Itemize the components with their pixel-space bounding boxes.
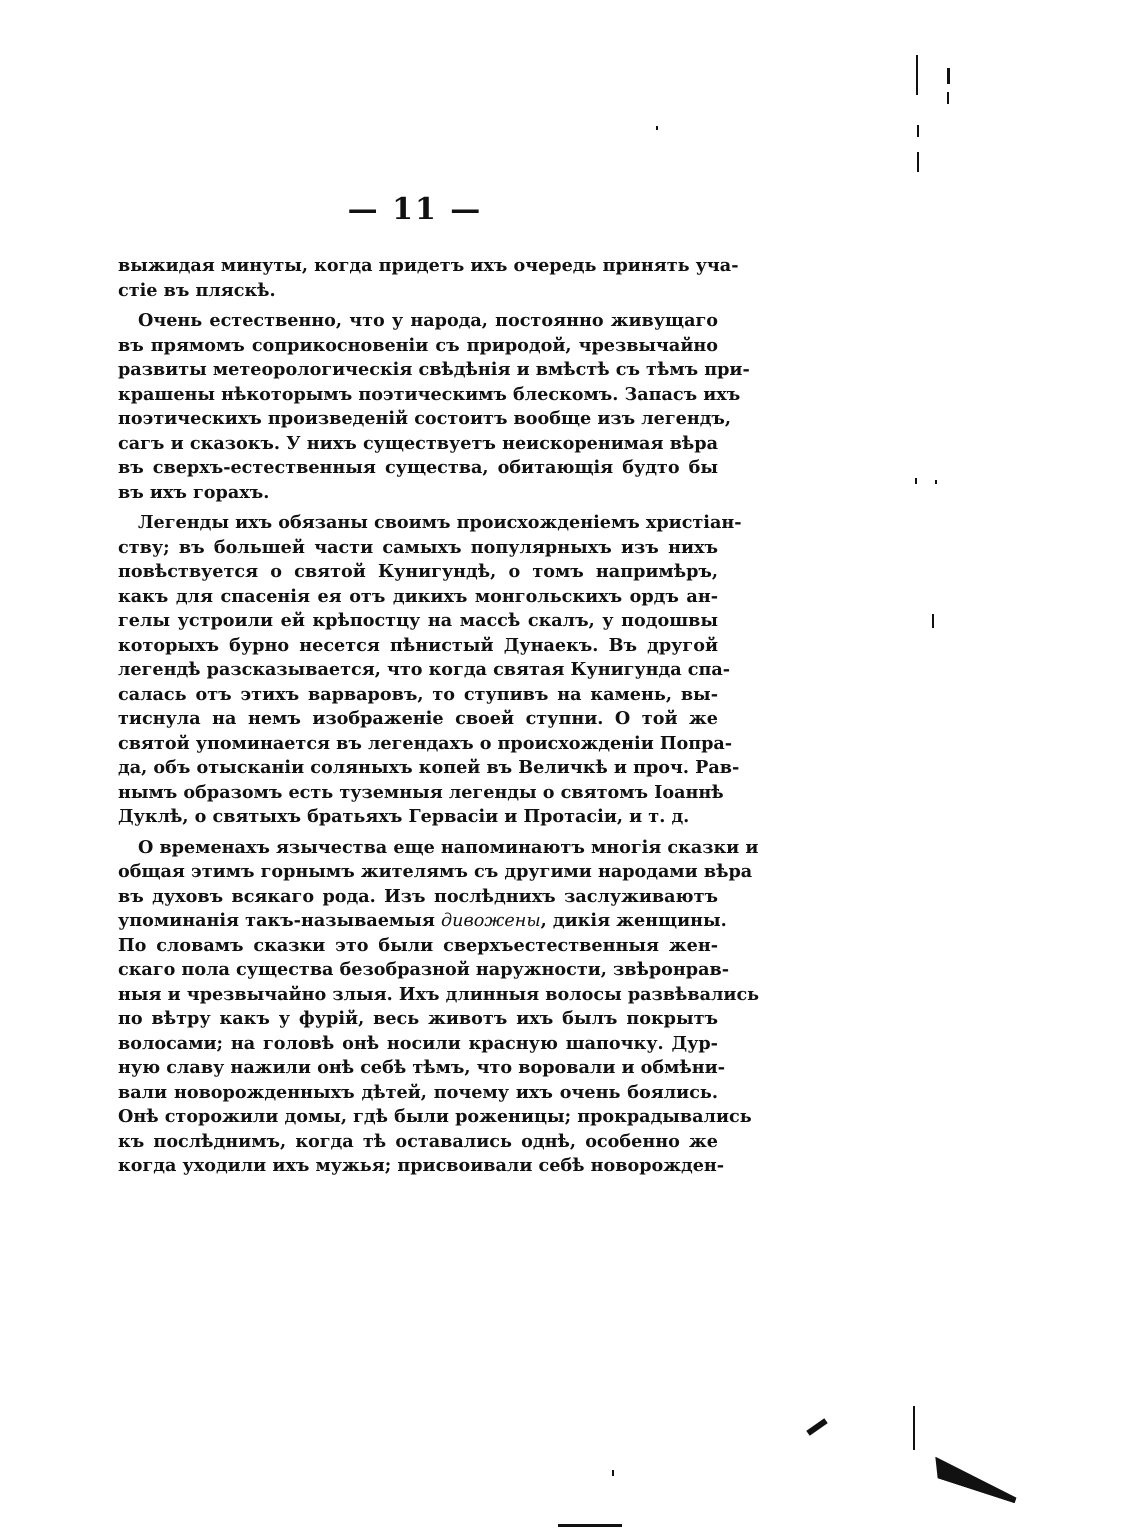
text-line: Дуклѣ, о святыхъ братьяхъ Гервасіи и Протасіи, и т. д.: [118, 806, 690, 827]
text-line: крашены нѣкоторымъ поэтическимъ блескомъ. Запасъ ихъ: [118, 383, 741, 405]
scan-artifact: [917, 152, 919, 172]
text-line: какъ для спасенія ея отъ дикихъ монгольскихъ ордъ ан-: [118, 585, 718, 607]
text-line: когда уходили ихъ мужья; присвоивали себѣ новорожден-: [118, 1155, 725, 1176]
text-line: развиты метеорологическія свѣдѣнія и вмѣстѣ съ тѣмъ при-: [118, 359, 750, 380]
scan-artifact: [932, 614, 934, 628]
text-line: Онѣ сторожили домы, гдѣ были роженицы; прокрадывались: [118, 1106, 752, 1127]
text-line: ныя и чрезвычайно злыя. Ихъ длинныя волосы развѣвались: [118, 983, 760, 1005]
text-line: салась отъ этихъ варваровъ, то ступивъ на камень, вы-: [118, 683, 718, 705]
text-line: въ ихъ горахъ.: [118, 481, 270, 503]
text-line: нымъ образомъ есть туземныя легенды о святомъ Іоаннѣ: [118, 781, 724, 803]
text-line: ную славу нажили онѣ себѣ тѣмъ, что воровали и обмѣни-: [118, 1057, 726, 1078]
text-line: скаго пола существа безобразной наружности, звѣронрав-: [118, 959, 730, 980]
text-line: святой упоминается въ легендахъ о происхожденіи Попра-: [118, 732, 733, 754]
scan-artifact: [916, 55, 918, 95]
body-text: [118, 254, 760, 1179]
text-fragment: , дикія женщины.: [540, 910, 727, 931]
text-line: къ послѣднимъ, когда тѣ оставались однѣ, особенно же: [118, 1130, 718, 1152]
text-line: гелы устроили ей крѣпостцу на массѣ скалъ, у подошвы: [118, 610, 718, 631]
text-line: поэтическихъ произведеній состоитъ вообще изъ легендъ,: [118, 408, 732, 429]
text-line: общая этимъ горнымъ жителямъ съ другими народами вѣра: [118, 861, 753, 882]
scan-artifact: [806, 1418, 827, 1436]
scan-artifact: [947, 68, 950, 84]
scan-artifact: [656, 126, 658, 130]
text-line: сагъ и сказокъ. У нихъ существуетъ неискоренимая вѣра: [118, 432, 718, 454]
scan-artifact: [929, 1457, 1021, 1504]
paragraph-first-line: Очень естественно, что у народа, постоянно живущаго: [138, 310, 718, 331]
scan-artifact: [917, 125, 919, 137]
text-line: которыхъ бурно несется пѣнистый Дунаекъ. Въ другой: [118, 634, 718, 656]
text-line: тиснула на немъ изображеніе своей ступни. О той же: [118, 708, 718, 729]
text-line-with-italic: [118, 909, 727, 934]
text-line: да, объ отысканіи соляныхъ копей въ Величкѣ и проч. Рав-: [118, 757, 740, 778]
paragraph-first-line: Легенды ихъ обязаны своимъ происхожденіемъ христіан-: [138, 512, 742, 533]
scan-artifact: [935, 480, 937, 484]
text-line: стіе въ пляскѣ.: [118, 279, 276, 301]
page-number: — 11 —: [347, 192, 483, 227]
scan-artifact: [913, 1406, 915, 1450]
text-fragment: упоминанія такъ-называемыя: [118, 910, 435, 931]
scan-artifact: [947, 92, 949, 104]
text-line: въ сверхъ-естественныя существа, обитающія будто бы: [118, 457, 718, 478]
text-line: въ духовъ всякаго рода. Изъ послѣднихъ заслуживаютъ: [118, 885, 718, 907]
scan-artifact: [915, 478, 917, 484]
text-line: волосами; на головѣ онѣ носили красную шапочку. Дур-: [118, 1032, 718, 1054]
text-line: въ прямомъ соприкосновеніи съ природой, чрезвычайно: [118, 334, 718, 356]
italic-term: дивожены: [441, 911, 541, 931]
text-line: легендѣ разсказывается, что когда святая Кунигунда спа-: [118, 659, 731, 680]
text-line: повѣствуется о святой Кунигундѣ, о томъ напримѣръ,: [118, 561, 718, 582]
text-line: вали новорожденныхъ дѣтей, почему ихъ очень боялись.: [118, 1081, 718, 1103]
text-line: выжидая минуты, когда придетъ ихъ очередь принять уча-: [118, 255, 739, 276]
paragraph-first-line: О временахъ язычества еще напоминаютъ многія сказки и: [138, 836, 759, 858]
text-line: ству; въ большей части самыхъ популярныхъ изъ нихъ: [118, 536, 718, 558]
scan-artifact: [612, 1470, 614, 1476]
text-line: По словамъ сказки это были сверхъестественныя жен-: [118, 934, 718, 956]
scan-artifact: [558, 1524, 622, 1527]
text-line: по вѣтру какъ у фурій, весь животъ ихъ былъ покрытъ: [118, 1008, 718, 1029]
